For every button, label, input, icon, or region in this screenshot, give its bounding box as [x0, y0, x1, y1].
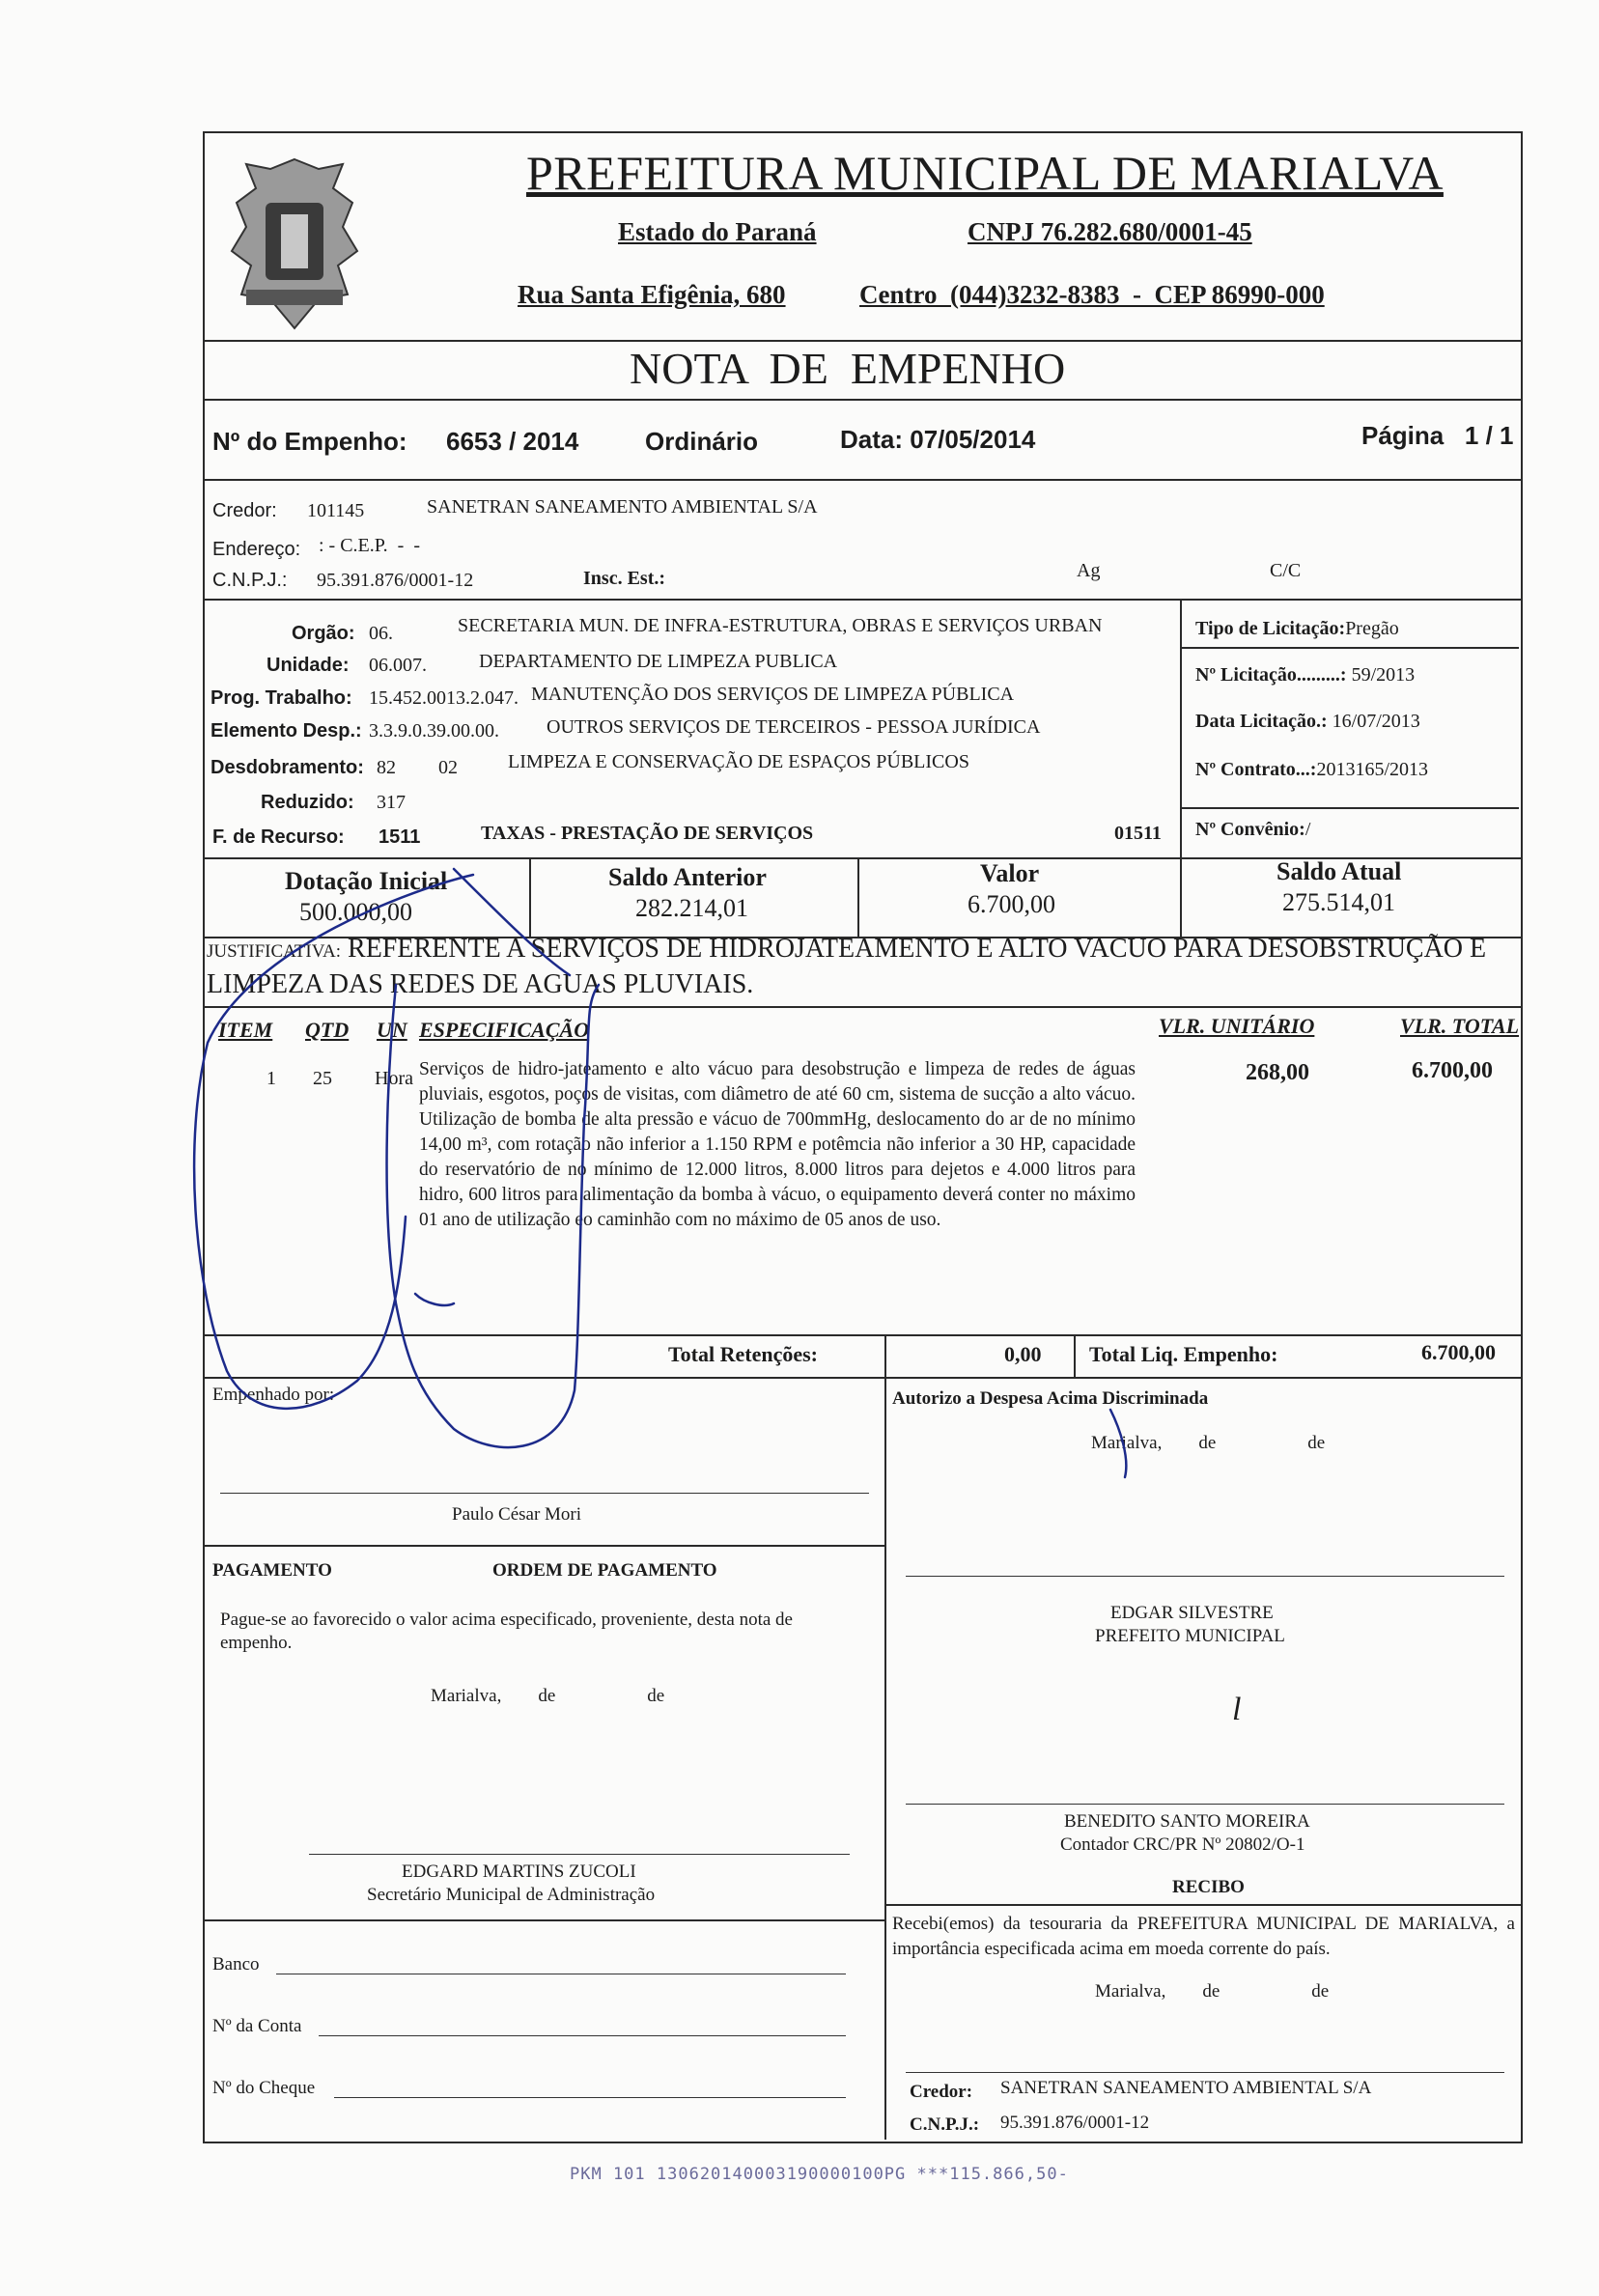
autorizo-label: Autorizo a Despesa Acima Discriminada — [892, 1388, 1209, 1409]
ordem-pagamento-text: Pague-se ao favorecido o valor acima especificado, proveniente, desta nota de empenho. — [220, 1610, 793, 1653]
recibo-credor: SANETRAN SANEAMENTO AMBIENTAL S/A — [1000, 2078, 1372, 2098]
agency-label: Ag — [1077, 560, 1101, 581]
retencoes-label: Total Retenções: — [668, 1342, 818, 1366]
contador-role: Contador CRC/PR Nº 20802/O-1 — [1060, 1834, 1305, 1855]
empenho-number-label: Nº do Empenho: — [212, 427, 407, 456]
recibo-credor-label: Credor: — [910, 2082, 973, 2102]
page-indicator: Página 1 / 1 — [1361, 421, 1514, 450]
col-unit-header: VLR. UNITÁRIO — [1159, 1014, 1315, 1038]
creditor-address: : - C.E.P. - - — [319, 535, 420, 556]
district-phone-cep: Centro (044)3232-8383 - CEP 86990-000 — [859, 280, 1325, 309]
col-item-header: ITEM — [218, 1018, 273, 1042]
banco-label: Banco — [212, 1954, 260, 1974]
licitacao-type-label-text: Tipo de Licitação: — [1195, 618, 1346, 639]
item-total-price: 6.700,00 — [1412, 1058, 1493, 1083]
municipality-title: PREFEITURA MUNICIPAL DE MARIALVA — [526, 146, 1444, 200]
reduzido-label: Reduzido: — [261, 792, 354, 813]
recurso-number: 01511 — [1114, 823, 1162, 844]
creditor-code: 101145 — [307, 500, 365, 521]
licitacao-number: 59/2013 — [1351, 664, 1416, 686]
secretario-role: Secretário Municipal de Administração — [367, 1885, 656, 1905]
saldo-anterior-value: 282.214,01 — [635, 894, 748, 922]
street-address: Rua Santa Efigênia, 680 — [518, 280, 786, 309]
prefeito-initial-mark: l — [1232, 1692, 1242, 1727]
orgao-name: SECRETARIA MUN. DE INFRA-ESTRUTURA, OBRAS E SERVIÇOS URBAN — [458, 615, 1103, 636]
creditor-cnpj: 95.391.876/0001-12 — [317, 570, 474, 591]
machine-authentication-code: PKM 101 130620140003190000100PG ***115.866,50- — [570, 2165, 1069, 2184]
creditor-name: SANETRAN SANEAMENTO AMBIENTAL S/A — [427, 496, 818, 518]
unidade-name: DEPARTAMENTO DE LIMPEZA PUBLICA — [479, 651, 838, 672]
desd-name: LIMPEZA E CONSERVAÇÃO DE ESPAÇOS PÚBLICOS — [508, 751, 969, 772]
justification-label: JUSTIFICATIVA: — [207, 941, 342, 962]
creditor-cnpj-label: C.N.P.J.: — [212, 570, 288, 591]
elem-label: Elemento Desp.: — [210, 720, 362, 742]
prog-code: 15.452.0013.2.047. — [369, 687, 519, 709]
prefeito-role: PREFEITO MUNICIPAL — [1095, 1626, 1285, 1646]
unidade-label: Unidade: — [266, 655, 350, 676]
dotacao-label: Dotação Inicial — [285, 867, 448, 895]
valor-label: Valor — [980, 859, 1040, 887]
elem-name: OUTROS SERVIÇOS DE TERCEIROS - PESSOA JURÍDICA — [547, 716, 1041, 738]
item-unit: Hora — [375, 1068, 413, 1089]
col-un-header: UN — [377, 1018, 407, 1042]
saldo-atual-value: 275.514,01 — [1282, 888, 1395, 916]
secretario-name: EDGARD MARTINS ZUCOLI — [402, 1862, 636, 1882]
convenio-number: / — [1304, 819, 1311, 840]
desd-code: 82 — [377, 757, 396, 778]
col-qtd-header: QTD — [305, 1018, 350, 1042]
licitacao-type: Pregão — [1345, 618, 1399, 639]
total-liquido-label: Total Liq. Empenho: — [1089, 1342, 1278, 1366]
reduzido-value: 317 — [377, 792, 406, 813]
col-spec-header: ESPECIFICAÇÃO — [419, 1018, 590, 1042]
recibo-title: RECIBO — [1172, 1877, 1245, 1897]
state-name: Estado do Paraná — [618, 217, 817, 246]
creditor-address-label: Endereço: — [212, 539, 301, 560]
paulo-signature-name: Paulo César Mori — [452, 1504, 582, 1525]
elem-code: 3.3.9.0.39.00.00. — [369, 720, 499, 742]
retencoes-value: 0,00 — [1004, 1342, 1042, 1366]
saldo-atual-label: Saldo Atual — [1276, 857, 1402, 885]
licitacao-date-label: Data Licitação.: — [1195, 711, 1328, 732]
orgao-code: 06. — [369, 623, 393, 644]
unidade-code: 06.007. — [369, 655, 427, 676]
contrato-number: 2013165/2013 — [1316, 759, 1429, 780]
insc-est-label: Insc. Est.: — [583, 568, 666, 589]
document-type-title: NOTA DE EMPENHO — [630, 344, 1066, 393]
valor-value: 6.700,00 — [968, 890, 1055, 918]
item-qtd: 25 — [313, 1068, 332, 1089]
desd-sub: 02 — [438, 757, 458, 778]
recibo-cnpj-label: C.N.P.J.: — [910, 2114, 980, 2135]
licitacao-number-label: Nº Licitação.........: — [1195, 664, 1347, 686]
recibo-place-date: Marialva, de de — [1095, 1981, 1330, 2002]
contrato-label: Nº Contrato...: — [1195, 759, 1317, 780]
autorizo-place-date: Marialva, de de — [1091, 1433, 1326, 1453]
ordem-pagamento-title: ORDEM DE PAGAMENTO — [492, 1560, 717, 1581]
empenhado-por-label: Empenhado por: — [212, 1385, 335, 1405]
saldo-anterior-label: Saldo Anterior — [608, 863, 767, 891]
justification-text: REFERENTE A SERVIÇOS DE HIDROJATEAMENTO E ALTO VACUO PARA DESOBSTRUÇÃO E LIMPEZA DAS REDES DE AGUAS PLUVIAIS. — [207, 934, 1487, 999]
conta-label: Nº da Conta — [212, 2016, 302, 2036]
recibo-text: Recebi(emos) da tesouraria da PREFEITURA MUNICIPAL DE MARIALVA, a importância especificada acima em moeda corrente do país. — [892, 1914, 1515, 1959]
empenho-type: Ordinário — [645, 427, 759, 456]
recibo-cnpj: 95.391.876/0001-12 — [1000, 2113, 1150, 2133]
convenio-label: Nº Convênio: — [1195, 819, 1305, 840]
creditor-label: Credor: — [212, 500, 277, 521]
col-total-header: VLR. TOTAL — [1400, 1014, 1520, 1038]
licitacao-date: 16/07/2013 — [1332, 711, 1420, 732]
payment-place-date: Marialva, de de — [431, 1686, 665, 1706]
prog-name: MANUTENÇÃO DOS SERVIÇOS DE LIMPEZA PÚBLICA — [531, 684, 1015, 705]
municipality-cnpj: CNPJ 76.282.680/0001-45 — [968, 217, 1252, 246]
empenho-date: Data: 07/05/2014 — [840, 425, 1036, 454]
cheque-label: Nº do Cheque — [212, 2078, 316, 2098]
prog-label: Prog. Trabalho: — [210, 687, 352, 709]
recurso-label: F. de Recurso: — [212, 826, 345, 848]
prefeito-name: EDGAR SILVESTRE — [1110, 1603, 1274, 1623]
item-unit-price: 268,00 — [1246, 1060, 1309, 1085]
contador-name: BENEDITO SANTO MOREIRA — [1064, 1811, 1310, 1832]
account-label: C/C — [1270, 560, 1302, 581]
recurso-code: 1511 — [379, 826, 421, 848]
pagamento-title: PAGAMENTO — [212, 1560, 332, 1581]
recurso-name: TAXAS - PRESTAÇÃO DE SERVIÇOS — [481, 823, 814, 844]
orgao-label: Orgão: — [292, 623, 355, 644]
item-specification: Serviços de hidro-jateamento e alto vácuo para desobstrução e limpeza de redes de águas pluviais, esgotos, poços de visitas, com diâmetro de até 60 cm, sistema de sucção a alto vácuo. Utilização de bomba de alta pressão e vácuo de 700mmHg, deslocamento do ar de no mínimo 14,00 m³, com rotação não inferior a 1.150 RPM e potêmcia não inferior a 30 HP, capacidade do reservatório de no mínimo de 12.000 litros, 8.000 litros para dejetos e 4.000 litros para hidro, 600 litros para alimentação da bomba à vácuo, o equipamento deverá conter no máximo 01 ano de utilização eo caminhão com no máximo de 05 anos de uso. — [419, 1059, 1136, 1230]
total-liquido-value: 6.700,00 — [1421, 1340, 1496, 1364]
desd-label: Desdobramento: — [210, 757, 364, 778]
empenho-number: 6653 / 2014 — [446, 427, 579, 456]
item-number: 1 — [266, 1068, 276, 1089]
dotacao-value: 500.000,00 — [299, 898, 412, 926]
